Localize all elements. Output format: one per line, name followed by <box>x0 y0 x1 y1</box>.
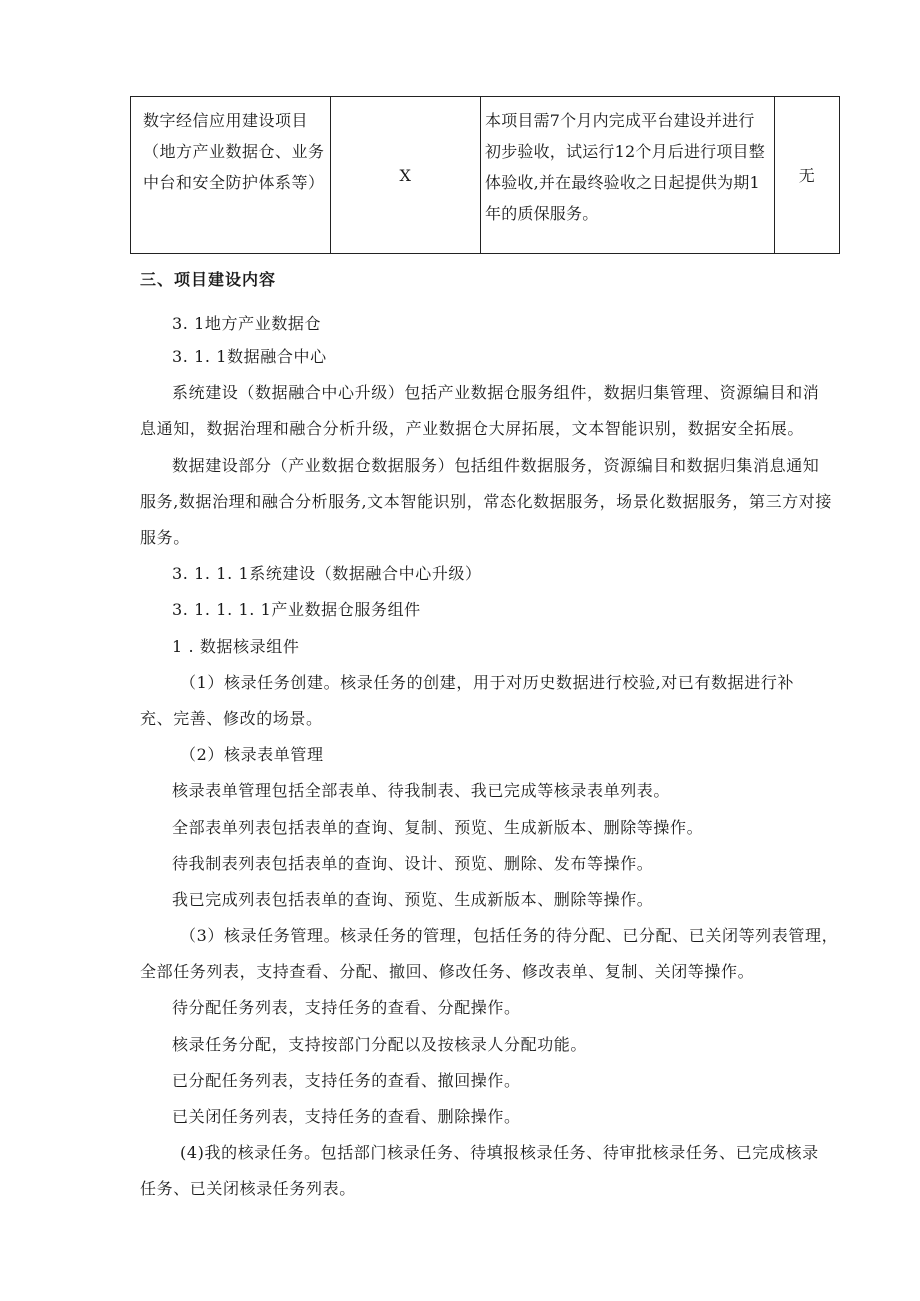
project-table <box>130 96 840 254</box>
paragraph-2-line-2: 服务,数据治理和融合分析服务,文本智能识别，常态化数据服务，场景化数据服务，第三方对接 <box>140 492 832 511</box>
closed-text: 已关闭任务列表，支持任务的查看、删除操作。 <box>172 1107 521 1126</box>
all-forms-text: 全部表单列表包括表单的查询、复制、预览、生成新版本、删除等操作。 <box>172 818 704 837</box>
assigned-text: 已分配任务列表，支持任务的查看、撤回操作。 <box>172 1071 521 1090</box>
subsection-3-1-1: 3. 1. 1数据融合中心 <box>172 347 327 366</box>
subsection-3-1: 3. 1地方产业数据仓 <box>172 314 322 333</box>
remark-value: 无 <box>798 165 816 185</box>
to-assign-text: 待分配任务列表，支持任务的查看、分配操作。 <box>172 998 521 1017</box>
section-heading: 三、项目建设内容 <box>140 270 277 289</box>
done-forms-text: 我已完成列表包括表单的查询、预览、生成新版本、删除等操作。 <box>172 890 654 909</box>
subitem-3-line-1: （3）核录任务管理。核录任务的管理，包括任务的待分配、已分配、已关闭等列表管理， <box>180 926 839 945</box>
pending-forms-text: 待我制表列表包括表单的查询、设计、预览、删除、发布等操作。 <box>172 854 654 873</box>
description-cell <box>481 97 775 253</box>
assign-text: 核录任务分配，支持按部门分配以及按核录人分配功能。 <box>172 1035 588 1054</box>
subitem-4-line-2: 任务、已关闭核录任务列表。 <box>140 1179 356 1198</box>
subsection-3-1-1-1-1: 3. 1. 1. 1. 1产业数据仓服务组件 <box>172 600 421 619</box>
paragraph-2-line-3: 服务。 <box>140 528 190 547</box>
paragraph-1-line-1: 系统建设（数据融合中心升级）包括产业数据仓服务组件，数据归集管理、资源编目和消 <box>172 383 820 402</box>
form-management-text: 核录表单管理包括全部表单、待我制表、我已完成等核录表单列表。 <box>172 781 671 800</box>
paragraph-1-line-2: 息通知，数据治理和融合分析升级，产业数据仓大屏拓展，文本智能识别，数据安全拓展。 <box>140 419 805 438</box>
project-name: 数字经信应用建设项目 （地方产业数据仓、业务 中台和安全防护体系等） <box>143 111 325 192</box>
paragraph-2-line-1: 数据建设部分（产业数据仓数据服务）包括组件数据服务，资源编目和数据归集消息通知 <box>172 456 820 475</box>
remark-cell <box>775 97 839 253</box>
subitem-1-line-1: （1）核录任务创建。核录任务的创建，用于对历史数据进行校验,对已有数据进行补 <box>180 673 795 692</box>
subitem-1-line-2: 充、完善、修改的场景。 <box>140 709 323 728</box>
mark-cell <box>331 97 481 253</box>
subsection-3-1-1-1: 3. 1. 1. 1系统建设（数据融合中心升级） <box>172 564 482 583</box>
project-name-cell <box>131 97 331 253</box>
subitem-2-heading: （2）核录表单管理 <box>180 745 324 764</box>
item-1-heading: 1 . 数据核录组件 <box>172 637 300 656</box>
project-description: 本项目需7个月内完成平台建设并进行 初步验收，试运行12个月后进行项目整 体验收,并在最终验收之日起提供为期1 年的质保服务。 <box>485 111 765 223</box>
mark-value: X <box>399 165 412 185</box>
subitem-3-line-2: 全部任务列表，支持查看、分配、撤回、修改任务、修改表单、复制、关闭等操作。 <box>140 962 755 981</box>
subitem-4-line-1: (4)我的核录任务。包括部门核录任务、待填报核录任务、待审批核录任务、已完成核录 <box>180 1143 819 1162</box>
